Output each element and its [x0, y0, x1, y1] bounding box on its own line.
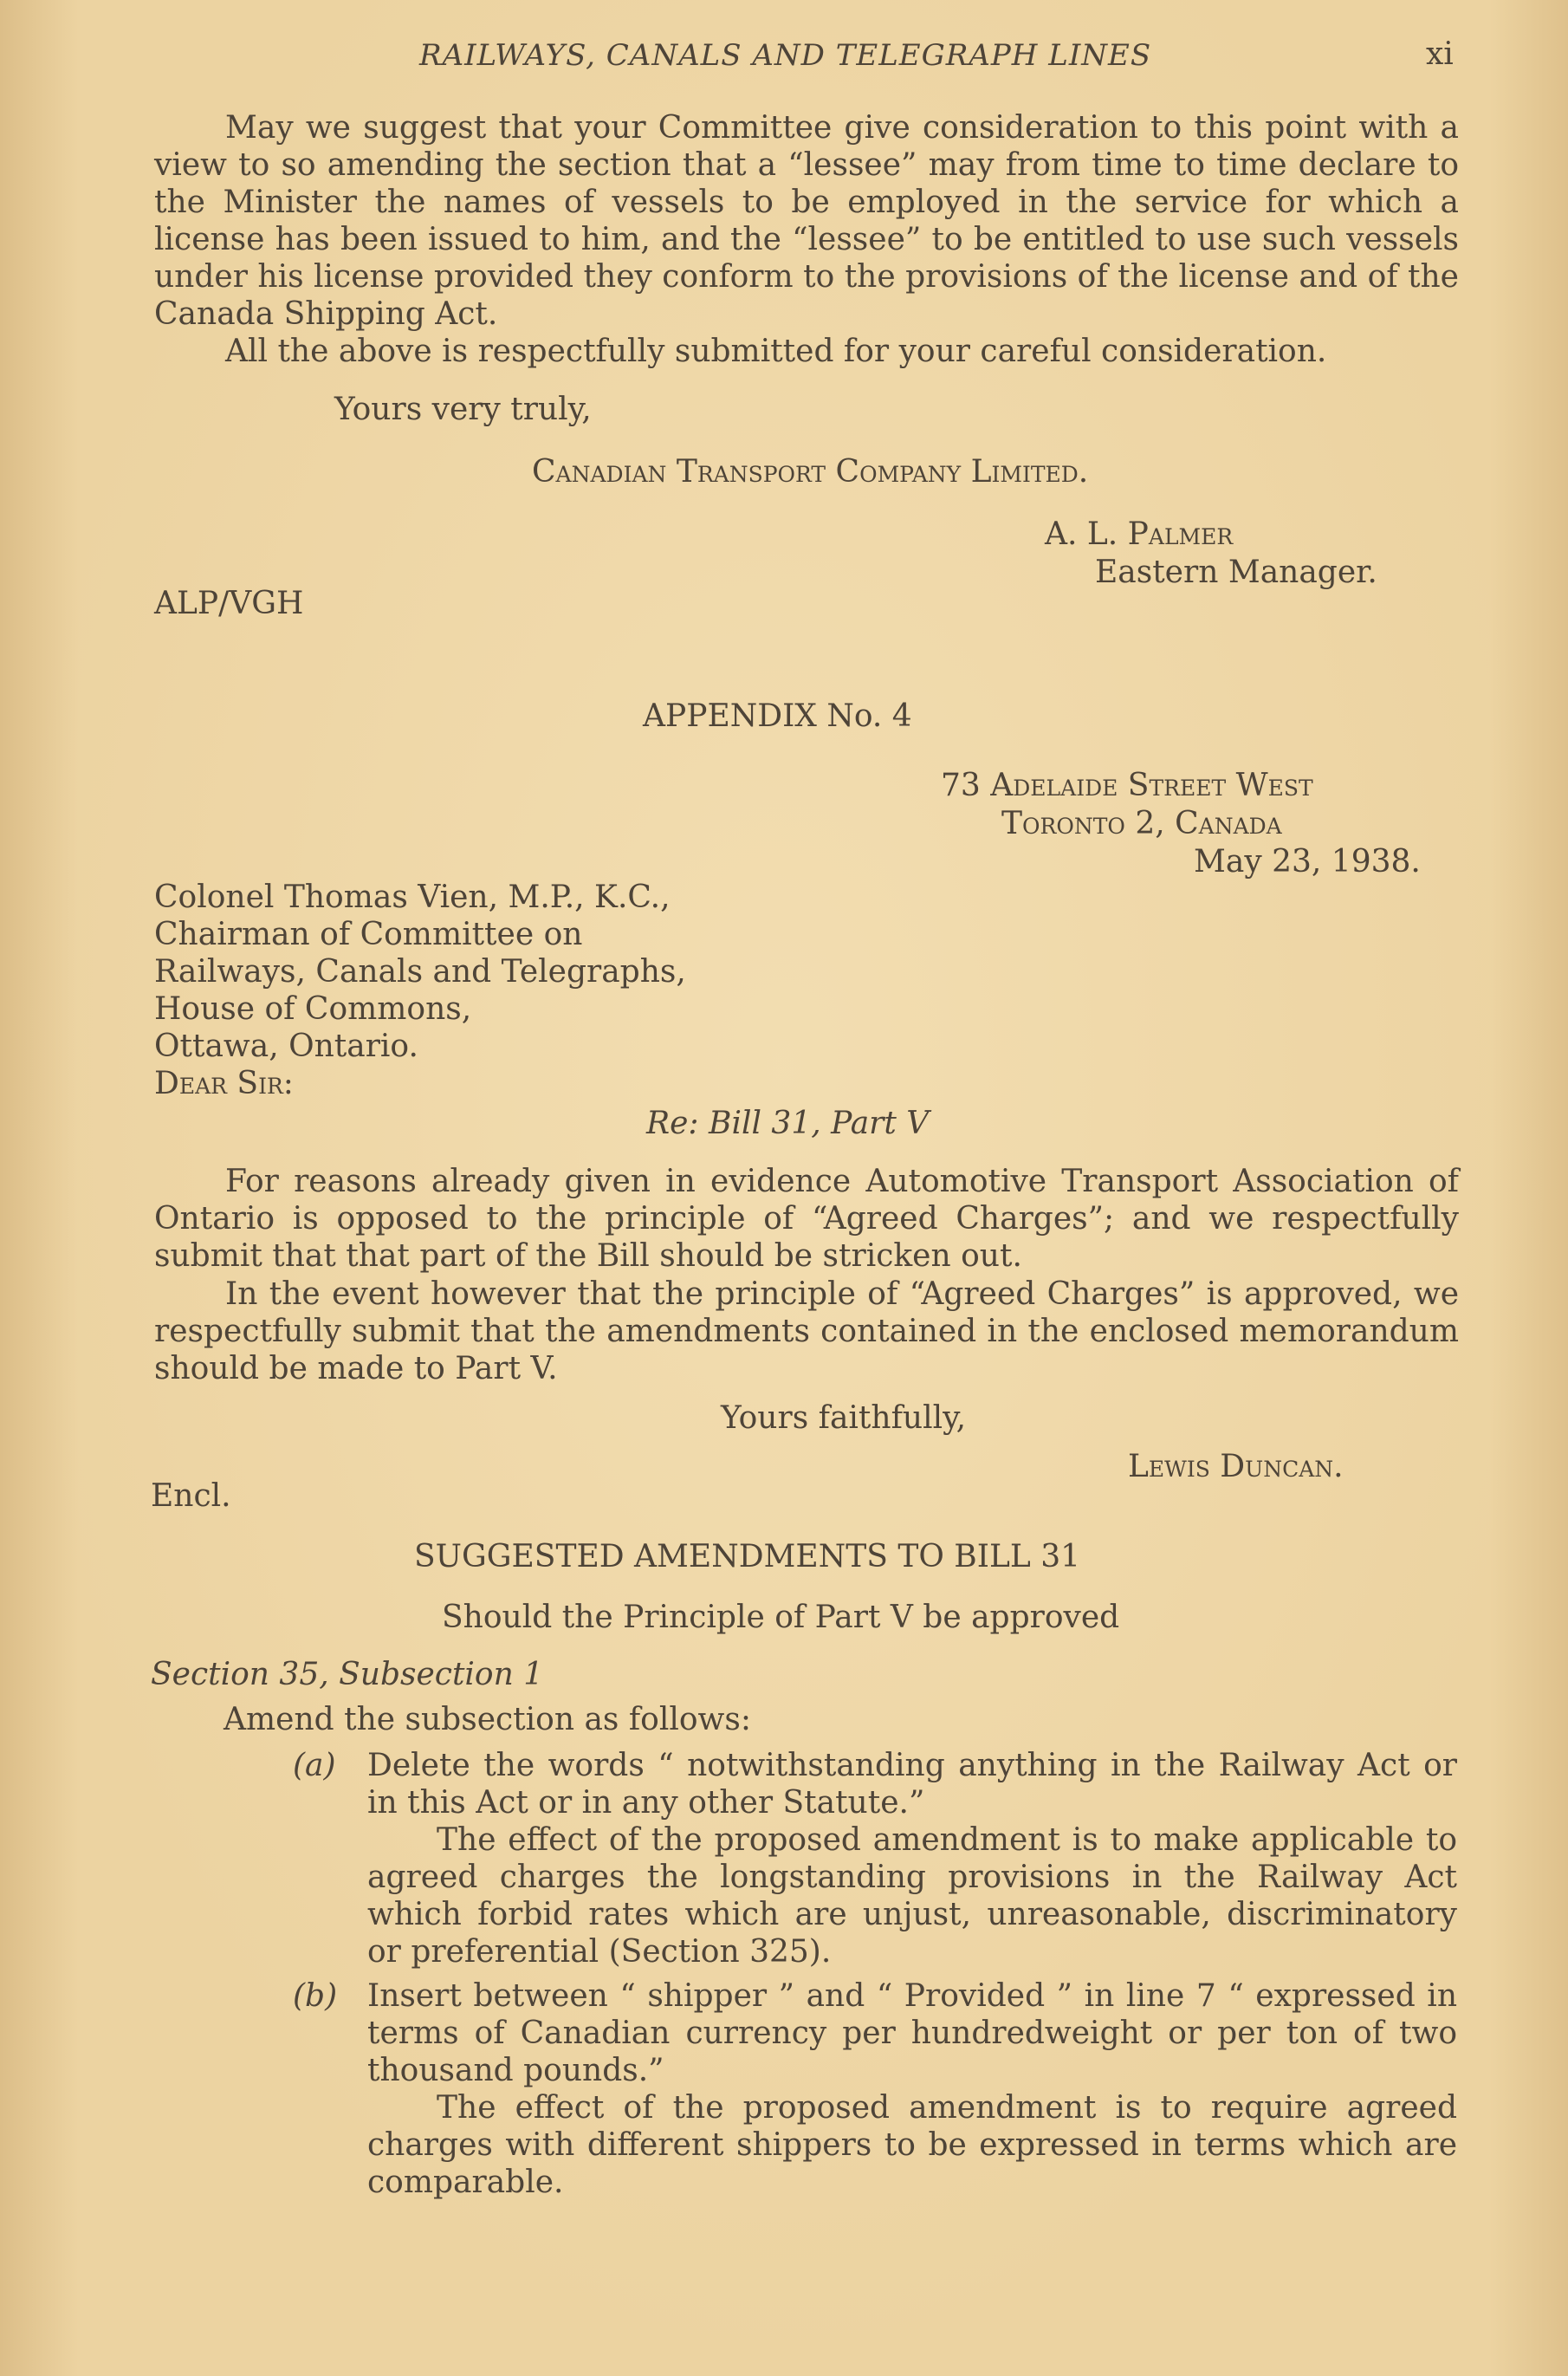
- letter1-signer-title: Eastern Manager.: [1095, 555, 1377, 590]
- recipient-line: Ottawa, Ontario.: [154, 1029, 418, 1064]
- letter1-initials: ALP/VGH: [154, 586, 304, 621]
- address-line-1: 73 Adelaide Street West: [941, 768, 1313, 803]
- page-number: xi: [1426, 36, 1454, 72]
- letter1-paragraph-2: All the above is respectfully submitted for your careful consideration.: [225, 334, 1327, 369]
- appendix-signer: Lewis Duncan.: [1128, 1449, 1344, 1484]
- item-effect: The effect of the proposed amendment is to require agreed charges with different shippers to be expressed in terms which are comparable.: [367, 2090, 1457, 2200]
- letter-date: May 23, 1938.: [1194, 844, 1421, 880]
- item-effect: The effect of the proposed amendment is to make applicable to agreed charges the longstanding provisions in the Railway Act which forbid rates which are unjust, unreasonable, discriminatory or preferential (Section 325).: [367, 1822, 1457, 1970]
- amendments-title: SUGGESTED AMENDMENTS TO BILL 31: [414, 1539, 1081, 1574]
- running-title: RAILWAYS, CANALS AND TELEGRAPH LINES: [419, 38, 1152, 73]
- item-text: Delete the words “ notwithstanding anything in the Railway Act or in this Act or in any other Statute.”: [367, 1748, 1457, 1821]
- item-body: [367, 1747, 1457, 1970]
- recipient-line: Colonel Thomas Vien, M.P., K.C.,: [154, 880, 671, 915]
- recipient-line: Chairman of Committee on: [154, 917, 583, 952]
- section-heading: Section 35, Subsection 1: [151, 1657, 544, 1692]
- recipient-block: [154, 879, 686, 1065]
- appendix-closing: Yours faithfully,: [721, 1400, 967, 1436]
- recipient-line: House of Commons,: [154, 991, 472, 1027]
- letter1-company: Canadian Transport Company Limited.: [532, 454, 1089, 490]
- letter1-closing: Yours very truly,: [334, 392, 592, 427]
- appendix-paragraph-2: In the event however that the principle of “Agreed Charges” is approved, we respectfully submit that the amendments contained in the enclosed memorandum should be made to Part V.: [154, 1276, 1459, 1386]
- address-line-2: Toronto 2, Canada: [1001, 806, 1282, 841]
- letter1-paragraph-1: May we suggest that your Committee give consideration to this point with a view to so amending the section that a “lessee” may from time to time declare to the Minister the names of vessels to be employed in the service for which a license has been issued to him, and the “lessee” to be entitled to use such vessels under his license provided they conform to the provisions of the license and of the Canada Shipping Act.: [154, 110, 1459, 332]
- re-line: Re: Bill 31, Part V: [646, 1106, 930, 1141]
- amendments-intro: Amend the subsection as follows:: [224, 1702, 751, 1737]
- letter1-signer-name: A. L. Palmer: [1045, 516, 1234, 552]
- recipient-line: Railways, Canals and Telegraphs,: [154, 954, 686, 990]
- item-marker: (b): [293, 1978, 338, 2014]
- item-body: [367, 1977, 1457, 2201]
- appendix-title: APPENDIX No. 4: [643, 698, 912, 734]
- salutation: Dear Sir:: [154, 1066, 294, 1101]
- appendix-paragraph-1: For reasons already given in evidence Automotive Transport Association of Ontario is opposed to the principle of “Agreed Charges”; and we respectfully submit that that part of the Bill should be stricken out.: [154, 1164, 1459, 1274]
- amendments-subtitle: Should the Principle of Part V be approved: [442, 1600, 1120, 1635]
- item-marker: (a): [293, 1748, 336, 1783]
- enclosure-note: Encl.: [151, 1478, 231, 1514]
- item-text: Insert between “ shipper ” and “ Provided ” in line 7 “ expressed in terms of Canadian currency per hundredweight or per ton of two thousand pounds.”: [367, 1978, 1457, 2088]
